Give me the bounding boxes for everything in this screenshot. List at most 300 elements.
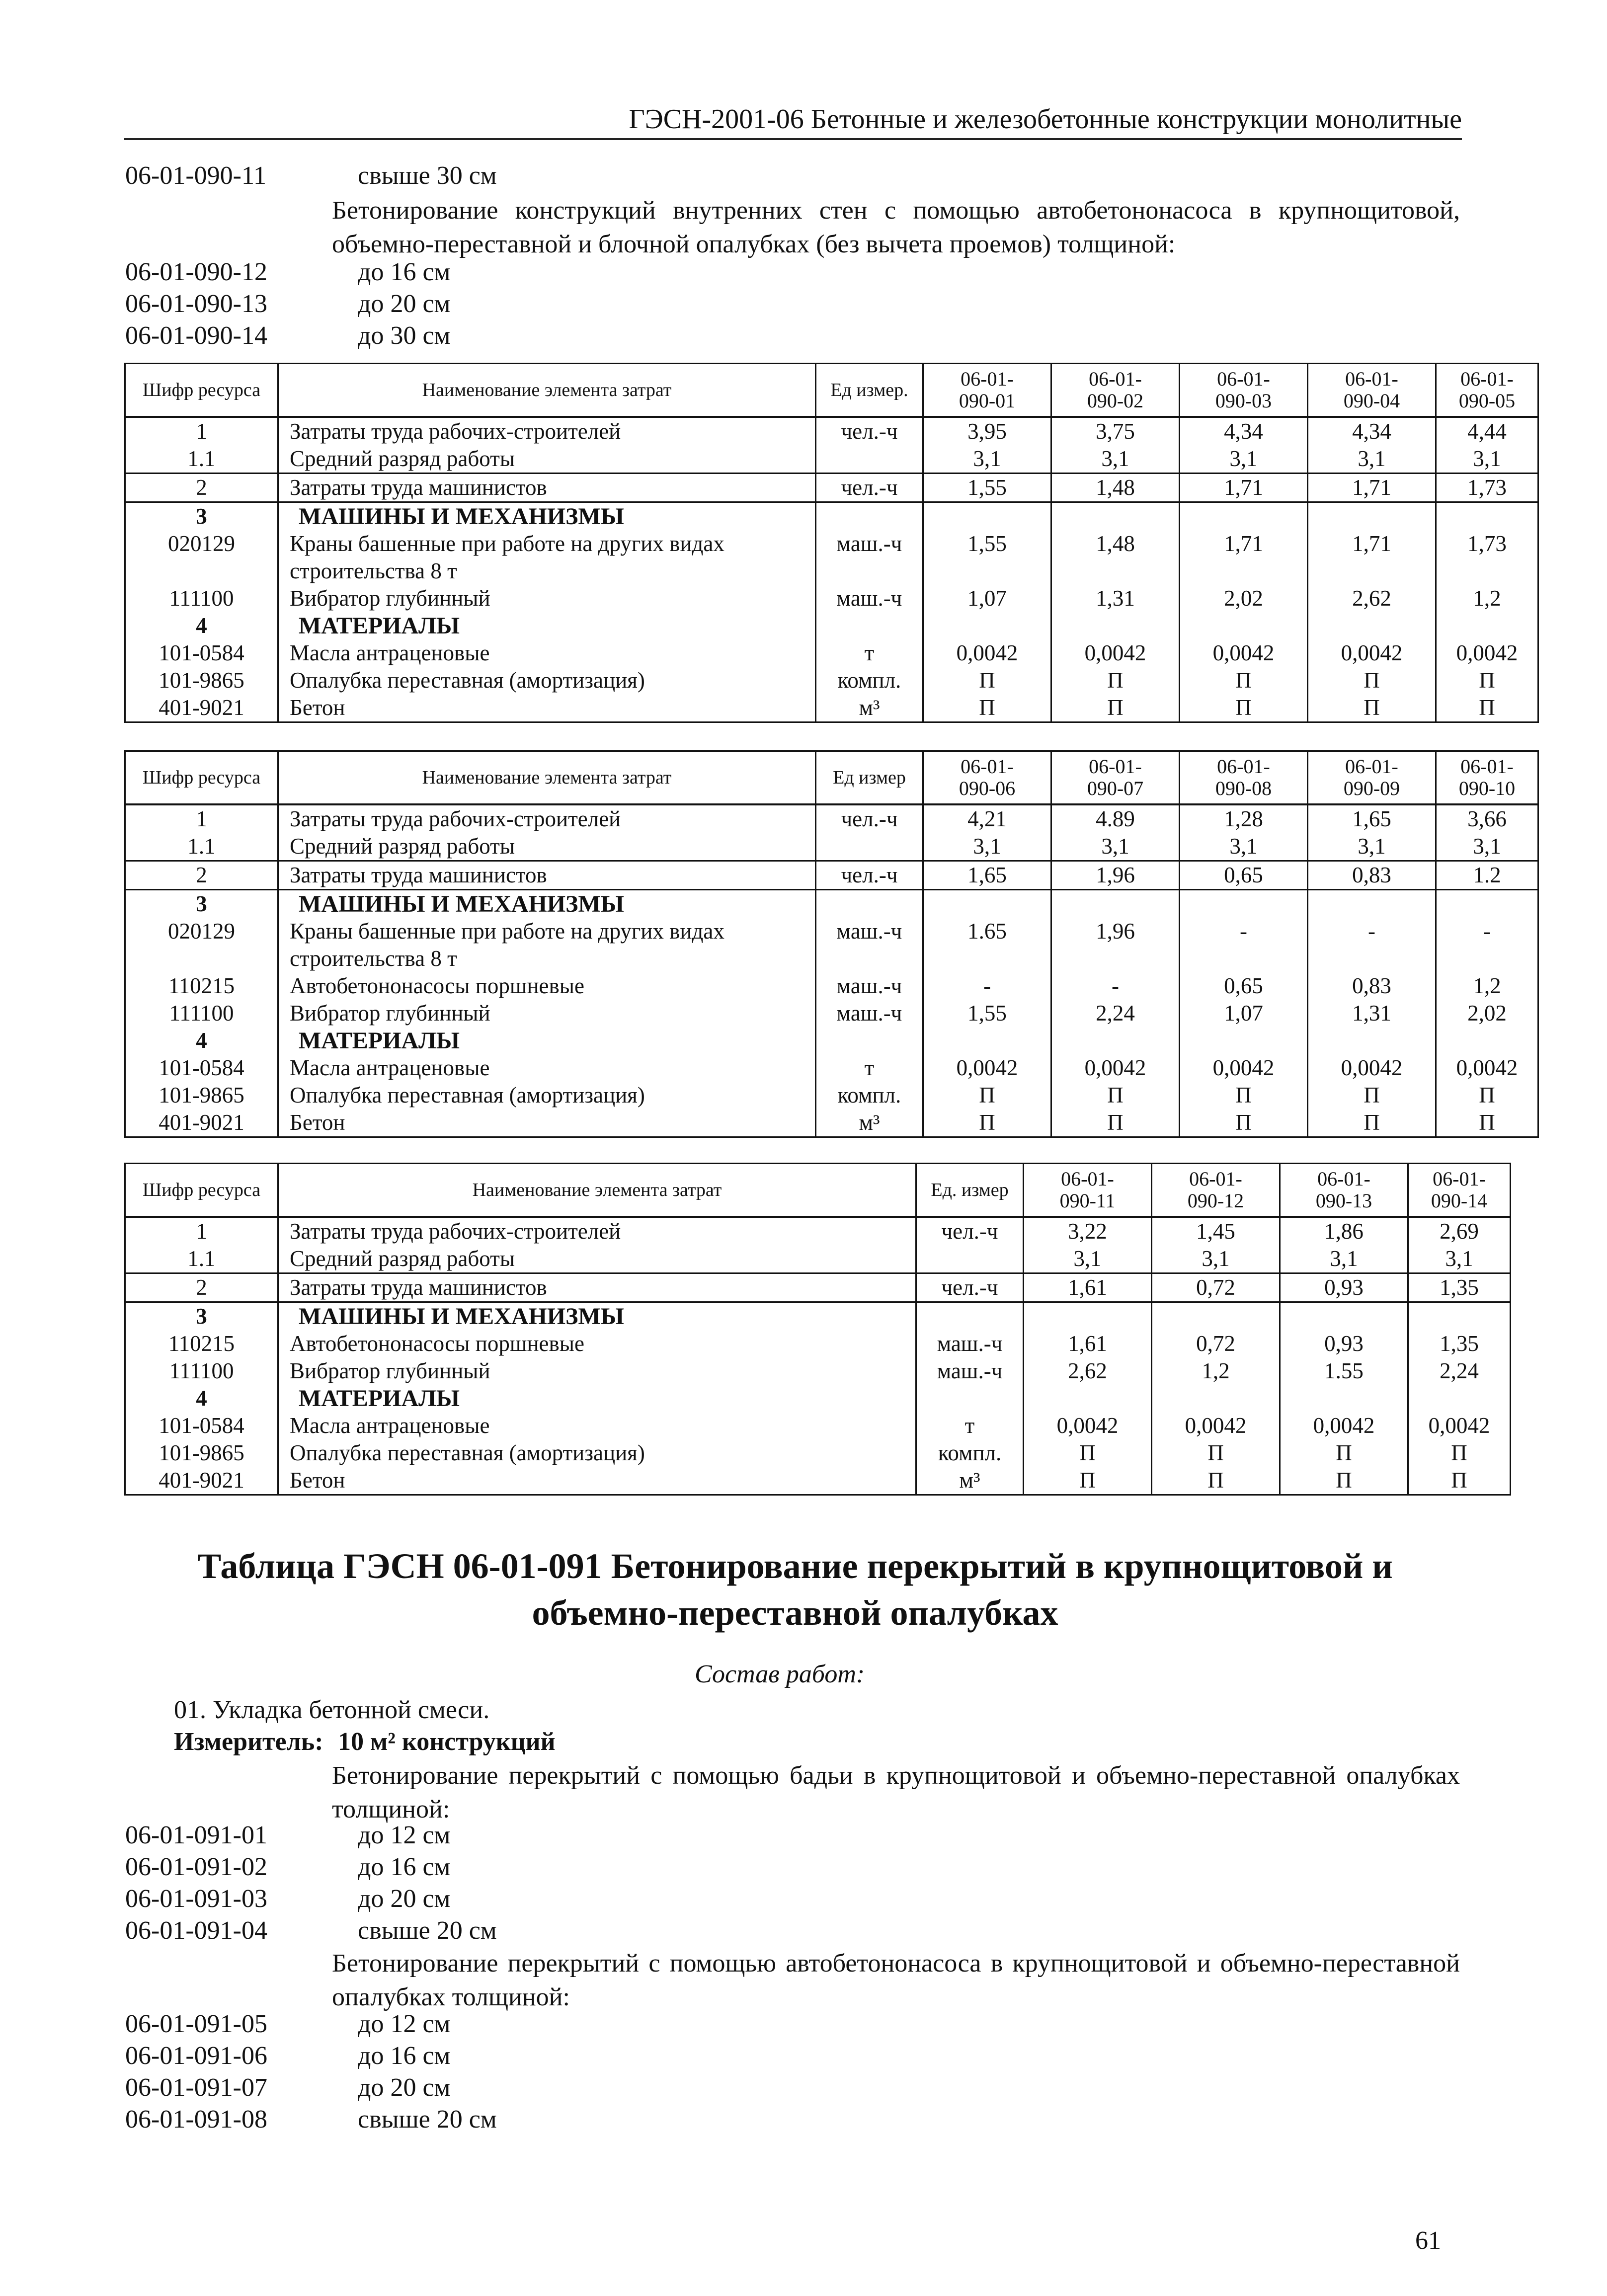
column-header-unit: Ед. измер <box>916 1164 1024 1217</box>
resource-value: П <box>923 694 1051 722</box>
resource-value: П <box>923 1082 1051 1109</box>
resource-value: 0,0042 <box>1308 639 1436 667</box>
resource-value <box>1308 890 1436 918</box>
column-code-line1: 06-01- <box>1217 368 1270 390</box>
resource-value: - <box>1180 918 1308 945</box>
resource-value <box>1152 1302 1280 1331</box>
resource-unit: чел.-ч <box>816 861 923 890</box>
item-text: до 12 см <box>358 2010 451 2038</box>
resource-table <box>124 363 1539 723</box>
resource-code: 101-9865 <box>125 1439 278 1467</box>
resource-value: 0,0042 <box>923 639 1051 667</box>
column-header-unit: Ед измер. <box>816 364 923 417</box>
resource-code: 2 <box>125 474 278 502</box>
resource-value: 2,62 <box>1308 585 1436 612</box>
resource-value <box>923 612 1051 639</box>
resource-value <box>1180 890 1308 918</box>
resource-code: 401-9021 <box>125 1109 278 1137</box>
resource-value <box>1180 557 1308 585</box>
resource-value: 1,71 <box>1308 474 1436 502</box>
resource-value: П <box>1180 694 1308 722</box>
resource-unit <box>816 612 923 639</box>
resource-value: П <box>1479 668 1495 693</box>
column-header-code <box>1051 751 1180 805</box>
resource-name: Средний разряд работы <box>278 445 816 474</box>
resource-code: 101-9865 <box>125 1082 278 1109</box>
resource-value: 0,0042 <box>1308 1054 1436 1082</box>
resource-value: 2,62 <box>1024 1357 1152 1385</box>
resource-value <box>923 1027 1051 1054</box>
resource-value: 1,71 <box>1180 530 1308 557</box>
resource-value: 1,55 <box>923 474 1051 502</box>
item-text: до 12 см <box>358 1821 451 1849</box>
resource-value: 1.2 <box>1436 861 1538 890</box>
column-code-line2: 090-09 <box>1343 777 1400 799</box>
resource-value: 2,02 <box>1467 1001 1507 1026</box>
resource-value: 1,55 <box>923 530 1051 557</box>
resource-value <box>1308 612 1436 639</box>
column-code-line1: 06-01- <box>1061 1168 1114 1190</box>
resource-unit: чел.-ч <box>816 474 923 502</box>
resource-value <box>1051 502 1180 531</box>
resource-value: 1,61 <box>1024 1273 1152 1302</box>
resource-value: П <box>1180 1109 1308 1137</box>
resource-value <box>1436 557 1538 585</box>
code-label: 06-01-090-13 <box>125 290 267 318</box>
code-label: 06-01-091-03 <box>125 1885 267 1913</box>
resource-code: 1 <box>125 417 278 445</box>
resource-value: 1,31 <box>1308 1000 1436 1027</box>
resource-value: П <box>1451 1468 1467 1493</box>
code-label: 06-01-091-06 <box>125 2042 267 2070</box>
table-row <box>125 1412 1511 1439</box>
column-header-name: Наименование элемента затрат <box>278 364 816 417</box>
resource-value <box>1051 890 1180 918</box>
resource-value: 1,61 <box>1024 1330 1152 1357</box>
resource-value: 4,44 <box>1467 419 1507 444</box>
resource-value: 1,35 <box>1440 1331 1479 1356</box>
resource-value: 1,73 <box>1467 531 1507 556</box>
resource-value: П <box>1479 1110 1495 1135</box>
column-code-line2: 090-12 <box>1187 1189 1244 1212</box>
column-code-line1: 06-01- <box>1089 368 1142 390</box>
resource-unit: чел.-ч <box>816 804 923 833</box>
resource-code: 401-9021 <box>125 1467 278 1495</box>
resource-code: 1 <box>125 804 278 833</box>
column-code-line2: 090-05 <box>1458 390 1516 412</box>
table-row <box>125 972 1538 1000</box>
resource-value: П <box>1451 1440 1467 1465</box>
table-row <box>125 1082 1538 1109</box>
resource-unit: компл. <box>816 1082 923 1109</box>
resource-value: 1,35 <box>1408 1273 1511 1302</box>
resource-value: 0,0042 <box>1180 639 1308 667</box>
code-label: 06-01-090-11 <box>125 161 267 190</box>
table-row <box>125 1467 1511 1495</box>
resource-value: П <box>1479 695 1495 720</box>
table-row <box>125 1027 1538 1054</box>
resource-value: 1,71 <box>1180 474 1308 502</box>
resource-value: П <box>1479 1083 1495 1108</box>
resource-value <box>1051 945 1180 972</box>
resource-name: Вибратор глубинный <box>278 1000 816 1027</box>
table-row <box>125 1439 1511 1467</box>
resource-code: 101-0584 <box>125 639 278 667</box>
resource-name: строительства 8 т <box>278 557 816 585</box>
resource-code: 3 <box>125 1302 278 1331</box>
table-row <box>125 804 1538 833</box>
resource-value <box>1308 557 1436 585</box>
resource-code: 110215 <box>125 972 278 1000</box>
table-row <box>125 1217 1511 1245</box>
column-code-line1: 06-01- <box>1189 1168 1242 1190</box>
resource-value: - <box>923 972 1051 1000</box>
table-row <box>125 694 1538 722</box>
resource-value: 0,72 <box>1152 1273 1280 1302</box>
resource-unit <box>816 445 923 474</box>
resource-code: 111100 <box>125 585 278 612</box>
resource-code: 1 <box>125 1217 278 1245</box>
column-code-line1: 06-01- <box>1433 1168 1486 1190</box>
resource-value: 1.55 <box>1280 1357 1408 1385</box>
resource-value <box>1436 502 1538 531</box>
table-row <box>125 445 1538 474</box>
column-header-code <box>923 364 1051 417</box>
resource-value <box>1180 945 1308 972</box>
table-row <box>125 1245 1511 1273</box>
resource-unit <box>916 1385 1024 1412</box>
resource-name: Средний разряд работы <box>278 1245 916 1273</box>
resource-value: 3,1 <box>1180 445 1308 474</box>
resource-value: 1,65 <box>1308 804 1436 833</box>
resource-unit: чел.-ч <box>916 1273 1024 1302</box>
resource-value: 0,0042 <box>1051 639 1180 667</box>
column-code-line1: 06-01- <box>1345 755 1398 778</box>
table-row <box>125 1302 1511 1331</box>
column-code-line1: 06-01- <box>961 368 1014 390</box>
column-header-code <box>1436 364 1538 417</box>
table-row <box>125 585 1538 612</box>
resource-value: 0,0042 <box>923 1054 1051 1082</box>
resource-value <box>1051 1027 1180 1054</box>
resource-code: 111100 <box>125 1000 278 1027</box>
item-text: до 30 см <box>358 321 451 350</box>
resource-value: 0,93 <box>1280 1330 1408 1357</box>
resource-value: 1,31 <box>1051 585 1180 612</box>
resource-value: 4.89 <box>1051 804 1180 833</box>
resource-unit: м³ <box>816 1109 923 1137</box>
resource-name: МАШИНЫ И МЕХАНИЗМЫ <box>278 1302 916 1331</box>
resource-value <box>1051 612 1180 639</box>
item-text: свыше 30 см <box>358 161 497 190</box>
resource-code: 110215 <box>125 1330 278 1357</box>
resource-value: 3,1 <box>1436 445 1538 474</box>
table-row <box>125 1385 1511 1412</box>
table-row <box>125 639 1538 667</box>
resource-value: П <box>1051 1109 1180 1137</box>
column-header-code <box>1051 364 1180 417</box>
resource-name: Вибратор глубинный <box>278 585 816 612</box>
resource-value <box>1024 1385 1152 1412</box>
resource-value: 0,0042 <box>1428 1413 1490 1438</box>
code-label: 06-01-091-02 <box>125 1853 267 1881</box>
code-label: 06-01-091-08 <box>125 2105 267 2134</box>
resource-value <box>1308 1027 1436 1054</box>
resource-value: П <box>1152 1467 1280 1495</box>
resource-table <box>124 1163 1511 1496</box>
resource-code <box>125 945 278 972</box>
resource-value: П <box>1051 694 1180 722</box>
resource-code: 4 <box>125 612 278 639</box>
resource-unit: чел.-ч <box>916 1217 1024 1245</box>
resource-value: 3,1 <box>923 833 1051 861</box>
resource-name: Затраты труда рабочих-строителей <box>278 417 816 445</box>
table-row <box>125 918 1538 945</box>
resource-value <box>1280 1385 1408 1412</box>
resource-code: 1.1 <box>125 1245 278 1273</box>
column-code-line2: 090-08 <box>1215 777 1272 799</box>
resource-name: Опалубка переставная (амортизация) <box>278 1439 916 1467</box>
resource-unit: м³ <box>916 1467 1024 1495</box>
resource-name: Масла антраценовые <box>278 1054 816 1082</box>
composition-label: Состав работ: <box>695 1660 865 1688</box>
resource-value <box>1051 557 1180 585</box>
table-row <box>125 861 1538 890</box>
resource-value: - <box>1308 918 1436 945</box>
resource-name: МАШИНЫ И МЕХАНИЗМЫ <box>278 502 816 531</box>
resource-value <box>1408 1385 1511 1412</box>
resource-unit: маш.-ч <box>816 972 923 1000</box>
table-row <box>125 1273 1511 1302</box>
section-description: Бетонирование конструкций внутренних стен с помощью автобетононасоса в крупнощитовой, объемно-переставной и блочной опалубках (без вычета проемов) толщиной: <box>332 196 1460 258</box>
resource-value: П <box>1051 1082 1180 1109</box>
resource-unit: маш.-ч <box>916 1330 1024 1357</box>
resource-unit <box>816 833 923 861</box>
column-code-line2: 090-04 <box>1343 390 1400 412</box>
column-code-line1: 06-01- <box>961 755 1014 778</box>
table-row <box>125 1357 1511 1385</box>
column-code-line2: 090-11 <box>1059 1189 1116 1212</box>
resource-name: Автобетононасосы поршневые <box>278 972 816 1000</box>
resource-value: П <box>1280 1467 1408 1495</box>
resource-value: 3,75 <box>1051 417 1180 445</box>
column-header-cipher: Шифр ресурса <box>125 1164 278 1217</box>
column-header-code <box>1308 751 1436 805</box>
resource-value: 0,0042 <box>1024 1412 1152 1439</box>
resource-unit: чел.-ч <box>816 417 923 445</box>
resource-value: 1.65 <box>923 918 1051 945</box>
resource-value: 3,1 <box>1152 1245 1280 1273</box>
resource-unit: т <box>816 639 923 667</box>
resource-code: 020129 <box>125 918 278 945</box>
resource-value <box>1280 1302 1408 1331</box>
resource-name: Бетон <box>278 1467 916 1495</box>
resource-name: МАШИНЫ И МЕХАНИЗМЫ <box>278 890 816 918</box>
table-row <box>125 833 1538 861</box>
table-row <box>125 474 1538 502</box>
resource-unit: т <box>816 1054 923 1082</box>
column-header-name: Наименование элемента затрат <box>278 1164 916 1217</box>
resource-value: П <box>1180 667 1308 694</box>
resource-value: 1,55 <box>923 1000 1051 1027</box>
table-row <box>125 530 1538 557</box>
resource-value: П <box>1308 667 1436 694</box>
column-header-cipher: Шифр ресурса <box>125 364 278 417</box>
resource-value: 3,1 <box>1308 833 1436 861</box>
resource-value: 1,28 <box>1180 804 1308 833</box>
resource-value: П <box>1308 694 1436 722</box>
column-code-line1: 06-01- <box>1089 755 1142 778</box>
resource-value: П <box>923 1109 1051 1137</box>
resource-value: П <box>1280 1439 1408 1467</box>
resource-code: 3 <box>125 502 278 531</box>
resource-name: Бетон <box>278 1109 816 1137</box>
resource-value: 3,1 <box>1180 833 1308 861</box>
resource-value <box>923 557 1051 585</box>
resource-value <box>1180 1027 1308 1054</box>
table-row <box>125 417 1538 445</box>
resource-value: 1,48 <box>1051 474 1180 502</box>
resource-value: 3,22 <box>1024 1217 1152 1245</box>
resource-unit: т <box>916 1412 1024 1439</box>
resource-value <box>1152 1385 1280 1412</box>
item-text: до 16 см <box>358 2042 451 2070</box>
running-header: ГЭСН-2001-06 Бетонные и железобетонные конструкции монолитные <box>629 104 1462 135</box>
resource-name: Затраты труда машинистов <box>278 1273 916 1302</box>
resource-value: 3,66 <box>1467 806 1507 831</box>
resource-code: 2 <box>125 1273 278 1302</box>
resource-value <box>1180 612 1308 639</box>
resource-value: 1,65 <box>923 861 1051 890</box>
resource-name: Опалубка переставная (амортизация) <box>278 667 816 694</box>
code-label: 06-01-091-07 <box>125 2073 267 2102</box>
group1-description: Бетонирование перекрытий с помощью бадьи в крупнощитовой и объемно-переставной опалубках толщиной: <box>332 1761 1460 1823</box>
resource-name: Затраты труда рабочих-строителей <box>278 804 816 833</box>
resource-name: Бетон <box>278 694 816 722</box>
resource-value <box>1436 1027 1538 1054</box>
resource-unit <box>816 502 923 531</box>
resource-code: 4 <box>125 1385 278 1412</box>
resource-value: 0,0042 <box>1456 640 1518 665</box>
column-code-line2: 090-02 <box>1087 390 1144 412</box>
meter-label: Измеритель: <box>174 1728 323 1756</box>
resource-value: 0,0042 <box>1456 1055 1518 1080</box>
resource-value: 1,45 <box>1152 1217 1280 1245</box>
resource-value: 3,1 <box>1024 1245 1152 1273</box>
column-code-line2: 090-14 <box>1431 1189 1488 1212</box>
resource-value: 2,24 <box>1051 1000 1180 1027</box>
item-text: до 16 см <box>358 1853 451 1881</box>
resource-value: 1,07 <box>923 585 1051 612</box>
resource-value: 1,71 <box>1308 530 1436 557</box>
table-row <box>125 1054 1538 1082</box>
page-number: 61 <box>1415 2226 1441 2255</box>
resource-value <box>1180 502 1308 531</box>
table-row <box>125 667 1538 694</box>
resource-code: 111100 <box>125 1357 278 1385</box>
resource-value: 2,02 <box>1180 585 1308 612</box>
resource-name: Затраты труда машинистов <box>278 474 816 502</box>
resource-value: 0,83 <box>1308 861 1436 890</box>
table-row <box>125 612 1538 639</box>
resource-code: 3 <box>125 890 278 918</box>
resource-unit <box>816 890 923 918</box>
resource-value <box>1436 945 1538 972</box>
item-text: до 16 см <box>358 258 451 286</box>
column-code-line2: 090-10 <box>1458 777 1516 799</box>
table-row <box>125 1330 1511 1357</box>
resource-value: 3,95 <box>923 417 1051 445</box>
column-header-code <box>1436 751 1538 805</box>
group2-description: Бетонирование перекрытий с помощью автобетононасоса в крупнощитовой и объемно-переставной опалубках толщиной: <box>332 1949 1460 2011</box>
code-label: 06-01-091-01 <box>125 1821 267 1849</box>
resource-value <box>1408 1302 1511 1331</box>
resource-value: 1,2 <box>1473 586 1501 611</box>
resource-value: 1,73 <box>1436 474 1538 502</box>
resource-value: 3,1 <box>923 445 1051 474</box>
resource-value: 3,1 <box>1051 833 1180 861</box>
resource-code: 401-9021 <box>125 694 278 722</box>
item-text: до 20 см <box>358 1885 451 1913</box>
table-row <box>125 557 1538 585</box>
column-header-code <box>1180 751 1308 805</box>
resource-value <box>1308 945 1436 972</box>
column-header-code <box>1408 1164 1511 1217</box>
resource-value <box>923 945 1051 972</box>
resource-value: 1,2 <box>1473 973 1501 998</box>
table-row <box>125 1109 1538 1137</box>
column-header-cipher: Шифр ресурса <box>125 751 278 805</box>
resource-unit: маш.-ч <box>816 918 923 945</box>
resource-value: П <box>1308 1082 1436 1109</box>
resource-unit <box>816 557 923 585</box>
resource-code: 1.1 <box>125 833 278 861</box>
resource-unit: маш.-ч <box>816 585 923 612</box>
resource-value <box>1024 1302 1152 1331</box>
column-header-name: Наименование элемента затрат <box>278 751 816 805</box>
item-text: до 20 см <box>358 2073 451 2102</box>
resource-value: 2,24 <box>1440 1358 1479 1383</box>
resource-name: МАТЕРИАЛЫ <box>278 1027 816 1054</box>
resource-unit: маш.-ч <box>816 530 923 557</box>
resource-value: 0,0042 <box>1280 1412 1408 1439</box>
resource-unit <box>916 1245 1024 1273</box>
resource-value: 2,69 <box>1440 1219 1479 1244</box>
resource-value: - <box>1051 972 1180 1000</box>
table-row <box>125 890 1538 918</box>
column-code-line2: 090-03 <box>1215 390 1272 412</box>
resource-unit: компл. <box>916 1439 1024 1467</box>
resource-value: 0,65 <box>1180 861 1308 890</box>
resource-name: Краны башенные при работе на других видах <box>278 918 816 945</box>
code-label: 06-01-091-04 <box>125 1916 267 1945</box>
resource-value: 4,34 <box>1180 417 1308 445</box>
resource-name: Затраты труда машинистов <box>278 861 816 890</box>
column-code-line2: 090-13 <box>1315 1189 1372 1212</box>
resource-value: П <box>1024 1439 1152 1467</box>
item-text: свыше 20 см <box>358 2105 497 2134</box>
resource-value: П <box>1180 1082 1308 1109</box>
resource-unit <box>816 945 923 972</box>
resource-value: 0,65 <box>1180 972 1308 1000</box>
code-label: 06-01-091-05 <box>125 2010 267 2038</box>
resource-value: 0,0042 <box>1051 1054 1180 1082</box>
resource-unit <box>816 1027 923 1054</box>
resource-value: П <box>923 667 1051 694</box>
resource-value: 0,72 <box>1152 1330 1280 1357</box>
resource-name: Затраты труда рабочих-строителей <box>278 1217 916 1245</box>
item-text: до 20 см <box>358 290 451 318</box>
